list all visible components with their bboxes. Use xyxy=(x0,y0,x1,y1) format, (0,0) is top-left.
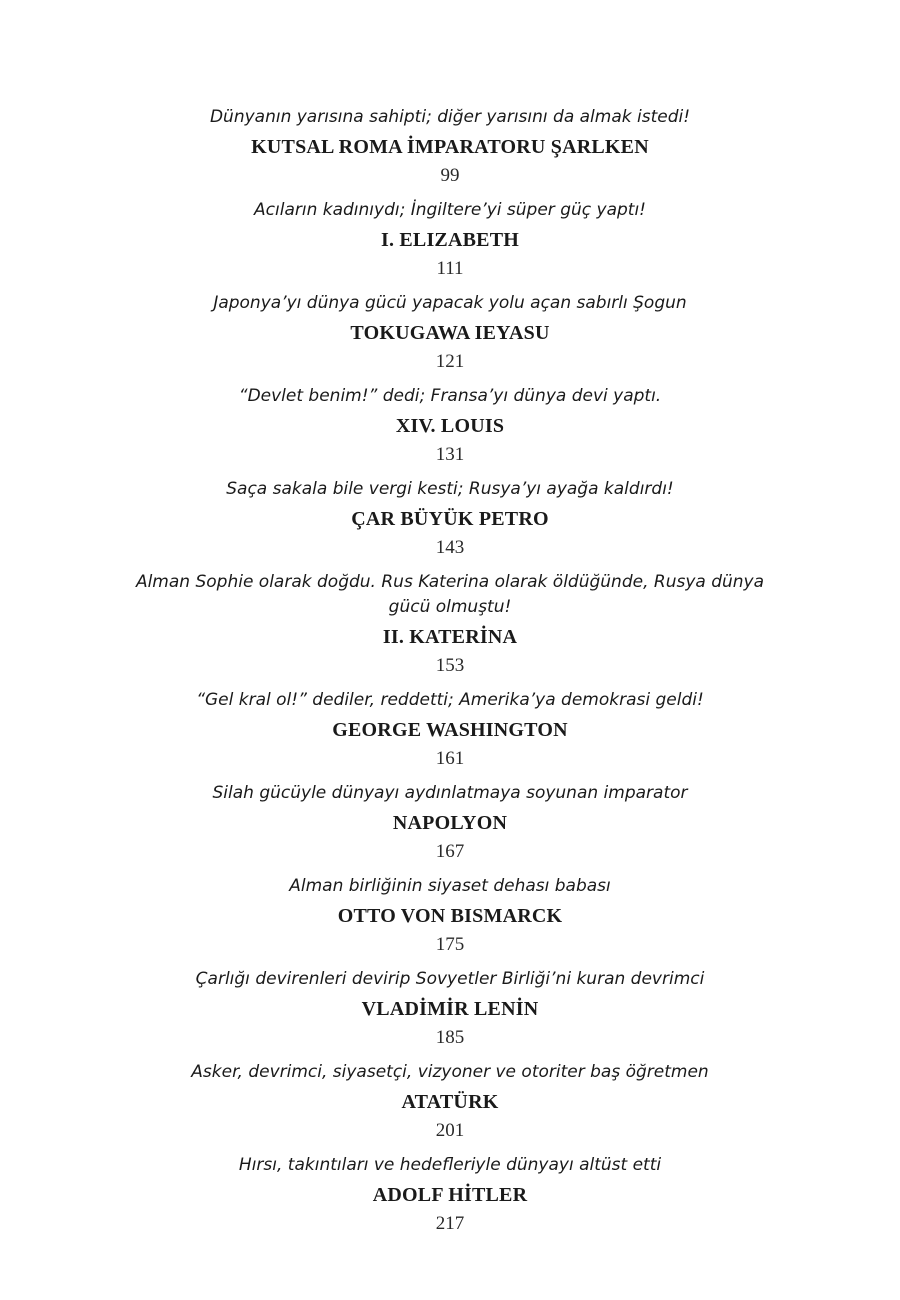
entry-title: ADOLF HİTLER xyxy=(372,1184,528,1206)
toc-entry xyxy=(0,1060,900,1143)
toc-entry xyxy=(0,688,900,771)
entry-tagline: Hırsı, takıntıları ve hedefleriyle dünyayı altüst etti xyxy=(238,1155,662,1175)
toc-entry xyxy=(0,477,900,560)
toc-entry xyxy=(0,198,900,281)
entry-title: I. ELIZABETH xyxy=(380,229,519,251)
entry-tagline: Silah gücüyle dünyayı aydınlatmaya soyunan imparator xyxy=(212,783,688,803)
entry-tagline: Acıların kadınıydı; İngiltere’yi süper güç yaptı! xyxy=(254,200,646,220)
entry-tagline: Alman birliğinin siyaset dehası babası xyxy=(289,876,611,896)
entry-title: NAPOLYON xyxy=(392,812,508,834)
entry-tagline: Saça sakala bile vergi kesti; Rusya’yı ayağa kaldırdı! xyxy=(226,479,674,499)
entry-title: TOKUGAWA IEYASU xyxy=(350,322,550,344)
table-of-contents xyxy=(0,105,900,1236)
entry-title: KUTSAL ROMA İMPARATORU ŞARLKEN xyxy=(251,136,649,158)
entry-tagline: Dünyanın yarısına sahipti; diğer yarısını da almak istedi! xyxy=(209,107,691,127)
entry-title: ATATÜRK xyxy=(401,1091,499,1113)
entry-title: OTTO VON BISMARCK xyxy=(337,905,563,927)
toc-entry xyxy=(0,291,900,374)
entry-tagline: “Devlet benim!” dedi; Fransa’yı dünya devi yaptı. xyxy=(238,386,662,406)
entry-tagline: “Gel kral ol!” dediler, reddetti; Amerika’ya demokrasi geldi! xyxy=(196,690,704,710)
toc-entry xyxy=(0,781,900,864)
entry-page-number: 185 xyxy=(435,1027,465,1048)
entry-page-number: 167 xyxy=(435,841,465,862)
entry-page-number: 111 xyxy=(436,258,464,279)
entry-page-number: 143 xyxy=(435,537,465,558)
entry-title: XIV. LOUIS xyxy=(395,415,505,437)
entry-title: II. KATERİNA xyxy=(382,626,518,648)
entry-page-number: 161 xyxy=(435,748,465,769)
entry-page-number: 217 xyxy=(435,1213,465,1234)
toc-entry xyxy=(0,105,900,188)
toc-entry xyxy=(0,570,900,678)
toc-entry xyxy=(0,384,900,467)
toc-entry xyxy=(0,874,900,957)
entry-tagline: Asker, devrimci, siyasetçi, vizyoner ve otoriter baş öğretmen xyxy=(191,1062,709,1082)
toc-entry xyxy=(0,967,900,1050)
entry-page-number: 121 xyxy=(435,351,465,372)
entry-tagline: Alman Sophie olarak doğdu. Rus Katerina olarak öldüğünde, Rusya dünya gücü olmuştu! xyxy=(135,572,765,617)
entry-page-number: 153 xyxy=(435,655,465,676)
entry-tagline: Japonya’yı dünya gücü yapacak yolu açan sabırlı Şogun xyxy=(213,293,687,313)
entry-page-number: 175 xyxy=(435,934,465,955)
entry-title: ÇAR BÜYÜK PETRO xyxy=(351,508,549,530)
entry-page-number: 131 xyxy=(435,444,465,465)
entry-title: VLADİMİR LENİN xyxy=(361,998,539,1020)
entry-title: GEORGE WASHINGTON xyxy=(332,719,568,741)
entry-page-number: 99 xyxy=(440,165,460,186)
entry-tagline: Çarlığı devirenleri devirip Sovyetler Birliği’ni kuran devrimci xyxy=(195,969,705,989)
entry-page-number: 201 xyxy=(435,1120,465,1141)
toc-entry xyxy=(0,1153,900,1236)
